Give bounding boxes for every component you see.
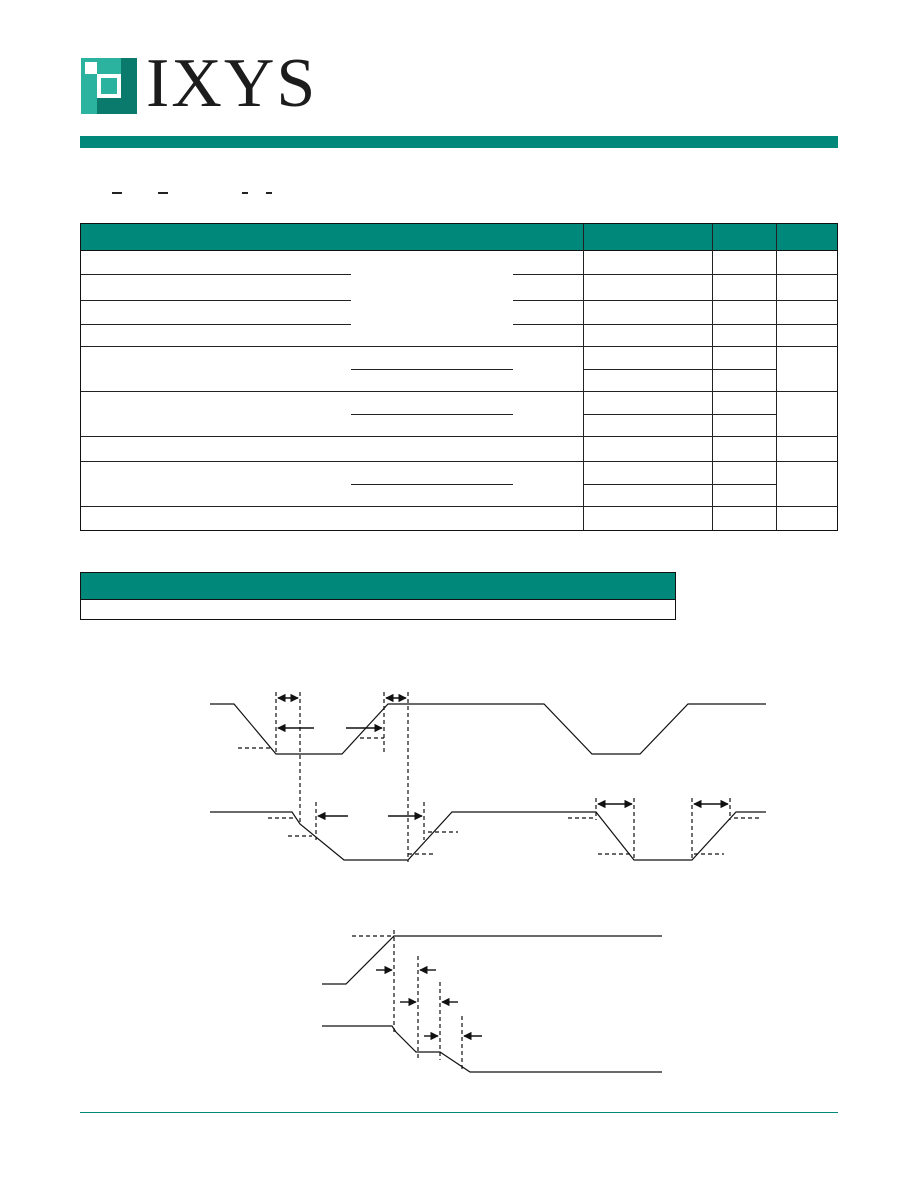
characteristics-table [80, 223, 838, 531]
row-divider [513, 300, 838, 301]
dashed-guides-2 [352, 930, 462, 1070]
row-divider [81, 461, 838, 462]
row-divider [351, 484, 513, 485]
brand-name: IXYS [146, 45, 318, 122]
row-divider [583, 484, 776, 485]
notes-table-header [81, 573, 675, 600]
switching-timing-diagram [0, 680, 918, 880]
supply-waveform [322, 936, 662, 984]
row-divider [81, 391, 838, 392]
row-divider [351, 414, 513, 415]
notes-table [80, 572, 676, 620]
row-divider [81, 324, 351, 325]
overline-mark [158, 192, 168, 194]
timing-arrows [278, 698, 728, 816]
ixys-logo-square-icon [81, 58, 137, 114]
overline-mark [266, 192, 272, 194]
overline-mark [242, 192, 248, 194]
row-divider [583, 369, 776, 370]
header-bar [80, 136, 838, 148]
row-divider [513, 274, 838, 275]
table-header-row [81, 224, 837, 251]
row-divider [81, 274, 351, 275]
row-divider [81, 436, 838, 437]
turn-off-timing-diagram [0, 920, 918, 1090]
row-divider [513, 324, 838, 325]
output-decay-waveform [322, 1026, 662, 1072]
row-divider [81, 506, 838, 507]
row-divider [81, 346, 838, 347]
row-divider [81, 300, 351, 301]
overline-mark [112, 192, 122, 194]
row-divider [351, 369, 513, 370]
input-waveform [210, 704, 766, 754]
dashed-guides [238, 692, 762, 862]
footer-rule [80, 1112, 838, 1113]
row-divider [583, 414, 776, 415]
column-divider [776, 224, 777, 530]
output-waveform [210, 812, 766, 860]
